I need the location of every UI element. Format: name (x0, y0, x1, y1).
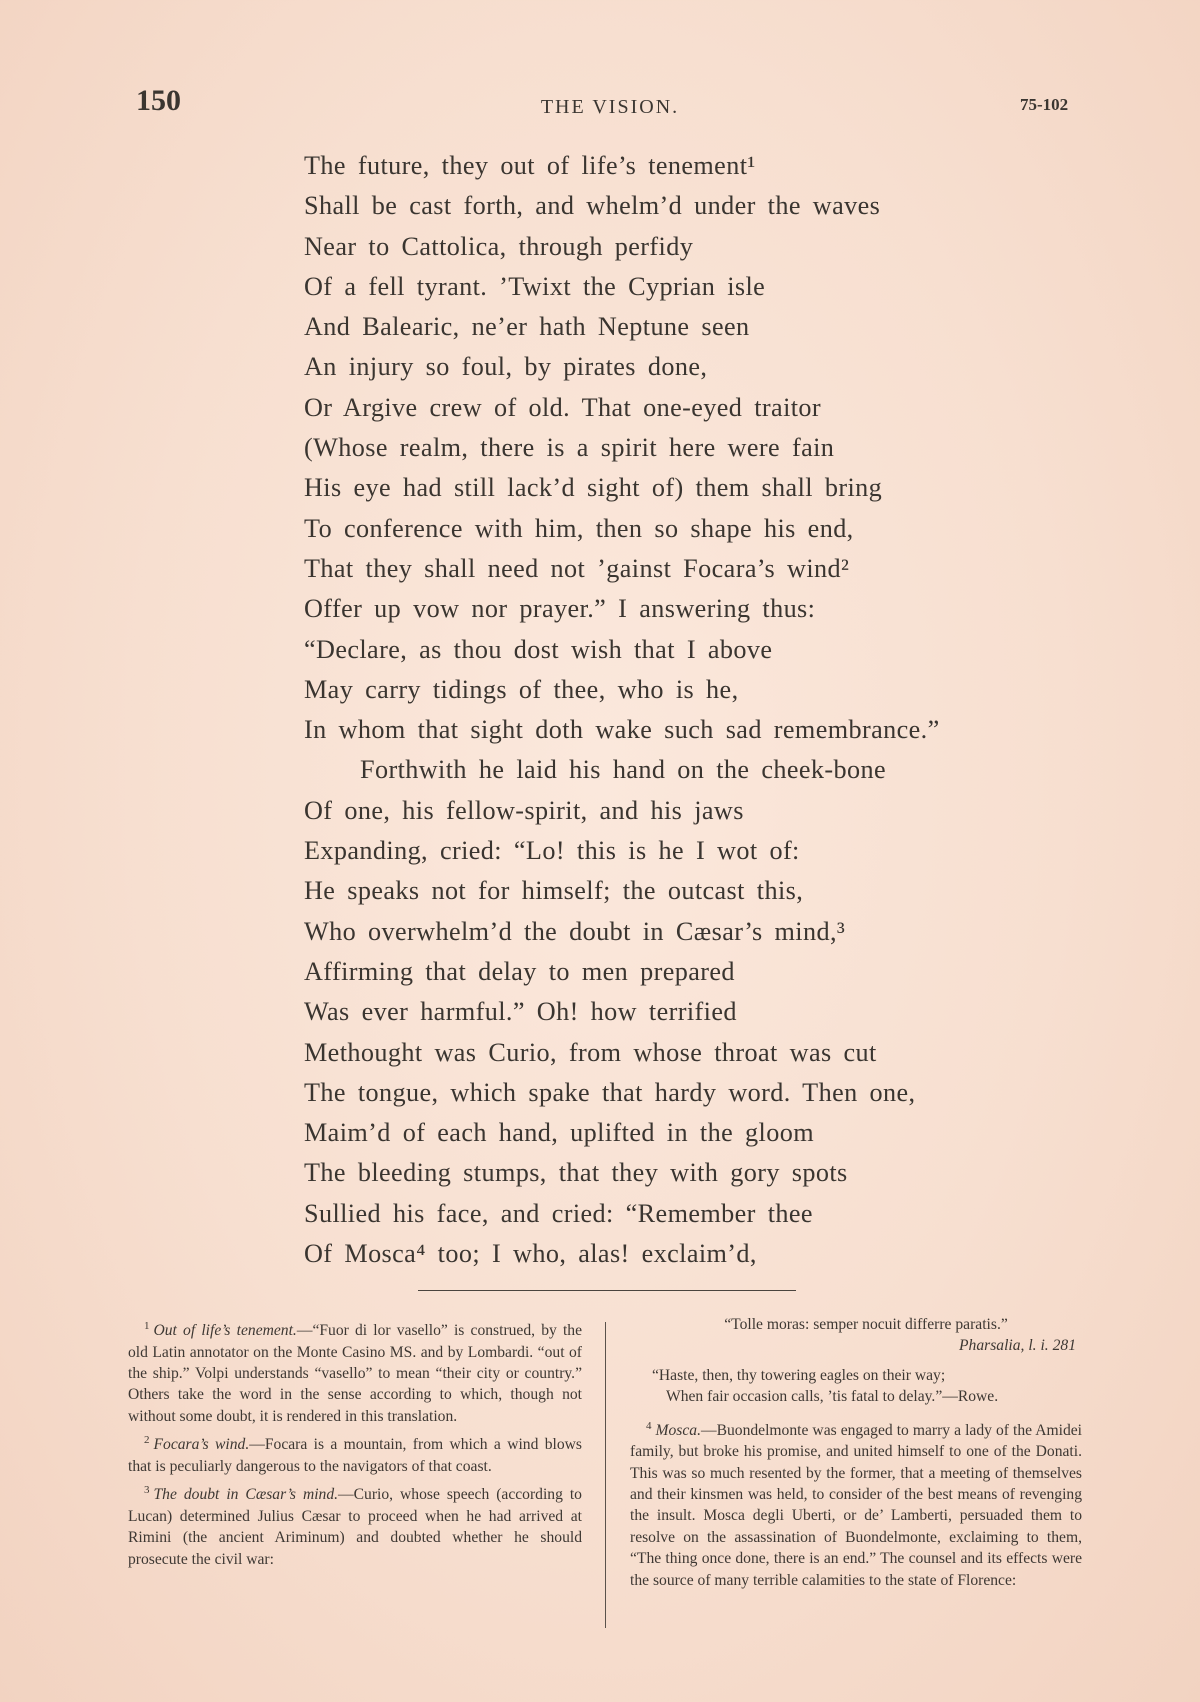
poem-line: Offer up vow nor prayer.” I answering thus: (304, 594, 816, 624)
poem-line: And Balearic, ne’er hath Neptune seen (304, 312, 750, 342)
page-number: 150 (136, 84, 181, 117)
poem-line: The tongue, which spake that hardy word. Then one, (304, 1077, 916, 1107)
footnote-title: Focara’s wind. (153, 1436, 250, 1454)
footnote-3 (128, 1480, 582, 1570)
footnote-text: —Curio, whose speech (according to Lucan) determined Julius Cæsar to proceed when he had arrived at Rimini (the ancient Ariminum) and doubted whether he should prosecute the civil war: (128, 1486, 582, 1568)
latin-quote: “Tolle moras: semper nocuit differre paratis.” (724, 1316, 1008, 1333)
footnote-number: 1 (144, 1320, 150, 1332)
citation-text: Pharsalia, l. i. 281 (959, 1337, 1076, 1355)
poem-line: Who overwhelm’d the doubt in Cæsar’s mind,³ (304, 916, 846, 946)
footnote-number: 2 (144, 1434, 150, 1447)
poem-line: Of Mosca⁴ too; I who, alas! exclaim’d, (304, 1239, 757, 1269)
poem-line: “Declare, as thou dost wish that I above (304, 634, 773, 664)
footnotes-left-column (128, 1316, 582, 1570)
poem-line: An injury so foul, by pirates done, (304, 352, 708, 382)
poem-line: He speaks not for himself; the outcast this, (304, 876, 804, 906)
footnote-text: —Focara is a mountain, from which a wind blows that is peculiarly dangerous to the navigators of that coast. (128, 1436, 583, 1475)
line-range: 75-102 (1020, 95, 1069, 114)
verse-line: “Haste, then, thy towering eagles on their way; (652, 1366, 946, 1384)
poem-line: The bleeding stumps, that they with gory spots (304, 1158, 848, 1188)
footnote-title: Mosca. (655, 1421, 701, 1439)
poem-line: Methought was Curio, from whose throat was cut (304, 1037, 877, 1067)
poem-line: Or Argive crew of old. That one-eyed traitor (304, 392, 822, 422)
footnote-1 (128, 1316, 582, 1427)
spacer (630, 1408, 1082, 1416)
poem-line: Of one, his fellow-spirit, and his jaws (304, 795, 744, 825)
footnote-number: 3 (144, 1484, 150, 1497)
footnote-title: The doubt in Cæsar’s mind. (153, 1486, 339, 1504)
poem-line: That they shall need not ’gainst Focara’s wind² (304, 553, 850, 583)
footnote-title: Out of life’s tenement. (153, 1322, 297, 1340)
poem-line: Shall be cast forth, and whelm’d under the waves (304, 191, 881, 221)
citation (630, 1335, 1082, 1356)
poem-line: Expanding, cried: “Lo! this is he I wot of: (304, 836, 800, 866)
poem-line: In whom that sight doth wake such sad remembrance.” (304, 715, 940, 745)
poem-line: To conference with him, then so shape his end, (304, 513, 854, 543)
poem-text (304, 146, 1064, 1274)
poem-line: His eye had still lack’d sight of) them shall bring (304, 473, 883, 503)
poem-line: Was ever harmful.” Oh! how terrified (304, 997, 737, 1027)
verse-line: When fair occasion calls, ’tis fatal to delay.”—Rowe. (666, 1388, 999, 1406)
footnote-2 (128, 1430, 582, 1477)
poem-line: Of a fell tyrant. ’Twixt the Cyprian isle (304, 271, 766, 301)
footnote-text: —“Fuor di lor vasello” is construed, by the old Latin annotator on the Monte Casino MS. and by Lombardi. “out of the ship.” Volpi understands “vasello” to mean “their city or country.” Others take the word in the sense according to which, though not without some doubt, it is rendered in this translation. (128, 1322, 582, 1425)
footnote-text: —Buondelmonte was engaged to marry a lady of the Amidei family, but broke his promise, and united himself to one of the Donati. This was so much resented by the former, that a meeting of themselves and their kinsmen was held, to consider of the best means of revenging the insult. Mosca degli Uberti, or de’ Lamberti, persuaded them to resolve on the assassination of Buondelmonte, exclaiming to them, “The thing once done, there is an end.” The counsel and its effects were the source of many terrible calamities to the state of Florence: (630, 1421, 1082, 1589)
column-divider (605, 1322, 606, 1628)
footnote-rule (418, 1290, 796, 1291)
poem-line: Affirming that delay to men prepared (304, 956, 735, 986)
footnote-number: 4 (646, 1419, 652, 1432)
footnote-4 (630, 1416, 1082, 1591)
poem-line: The future, they out of life’s tenement¹ (304, 151, 756, 180)
running-title: THE VISION. (540, 96, 680, 118)
poem-line: Forthwith he laid his hand on the cheek-bone (360, 755, 887, 785)
poem-line: (Whose realm, there is a spirit here were fain (304, 433, 835, 463)
poem-line: Sullied his face, and cried: “Remember thee (304, 1198, 813, 1228)
poem-line: Maim’d of each hand, uplifted in the gloom (304, 1118, 814, 1148)
footnotes-right-column (630, 1314, 1082, 1591)
poem-line: Near to Cattolica, through perfidy (304, 231, 694, 261)
poem-line: May carry tidings of thee, who is he, (304, 674, 739, 704)
